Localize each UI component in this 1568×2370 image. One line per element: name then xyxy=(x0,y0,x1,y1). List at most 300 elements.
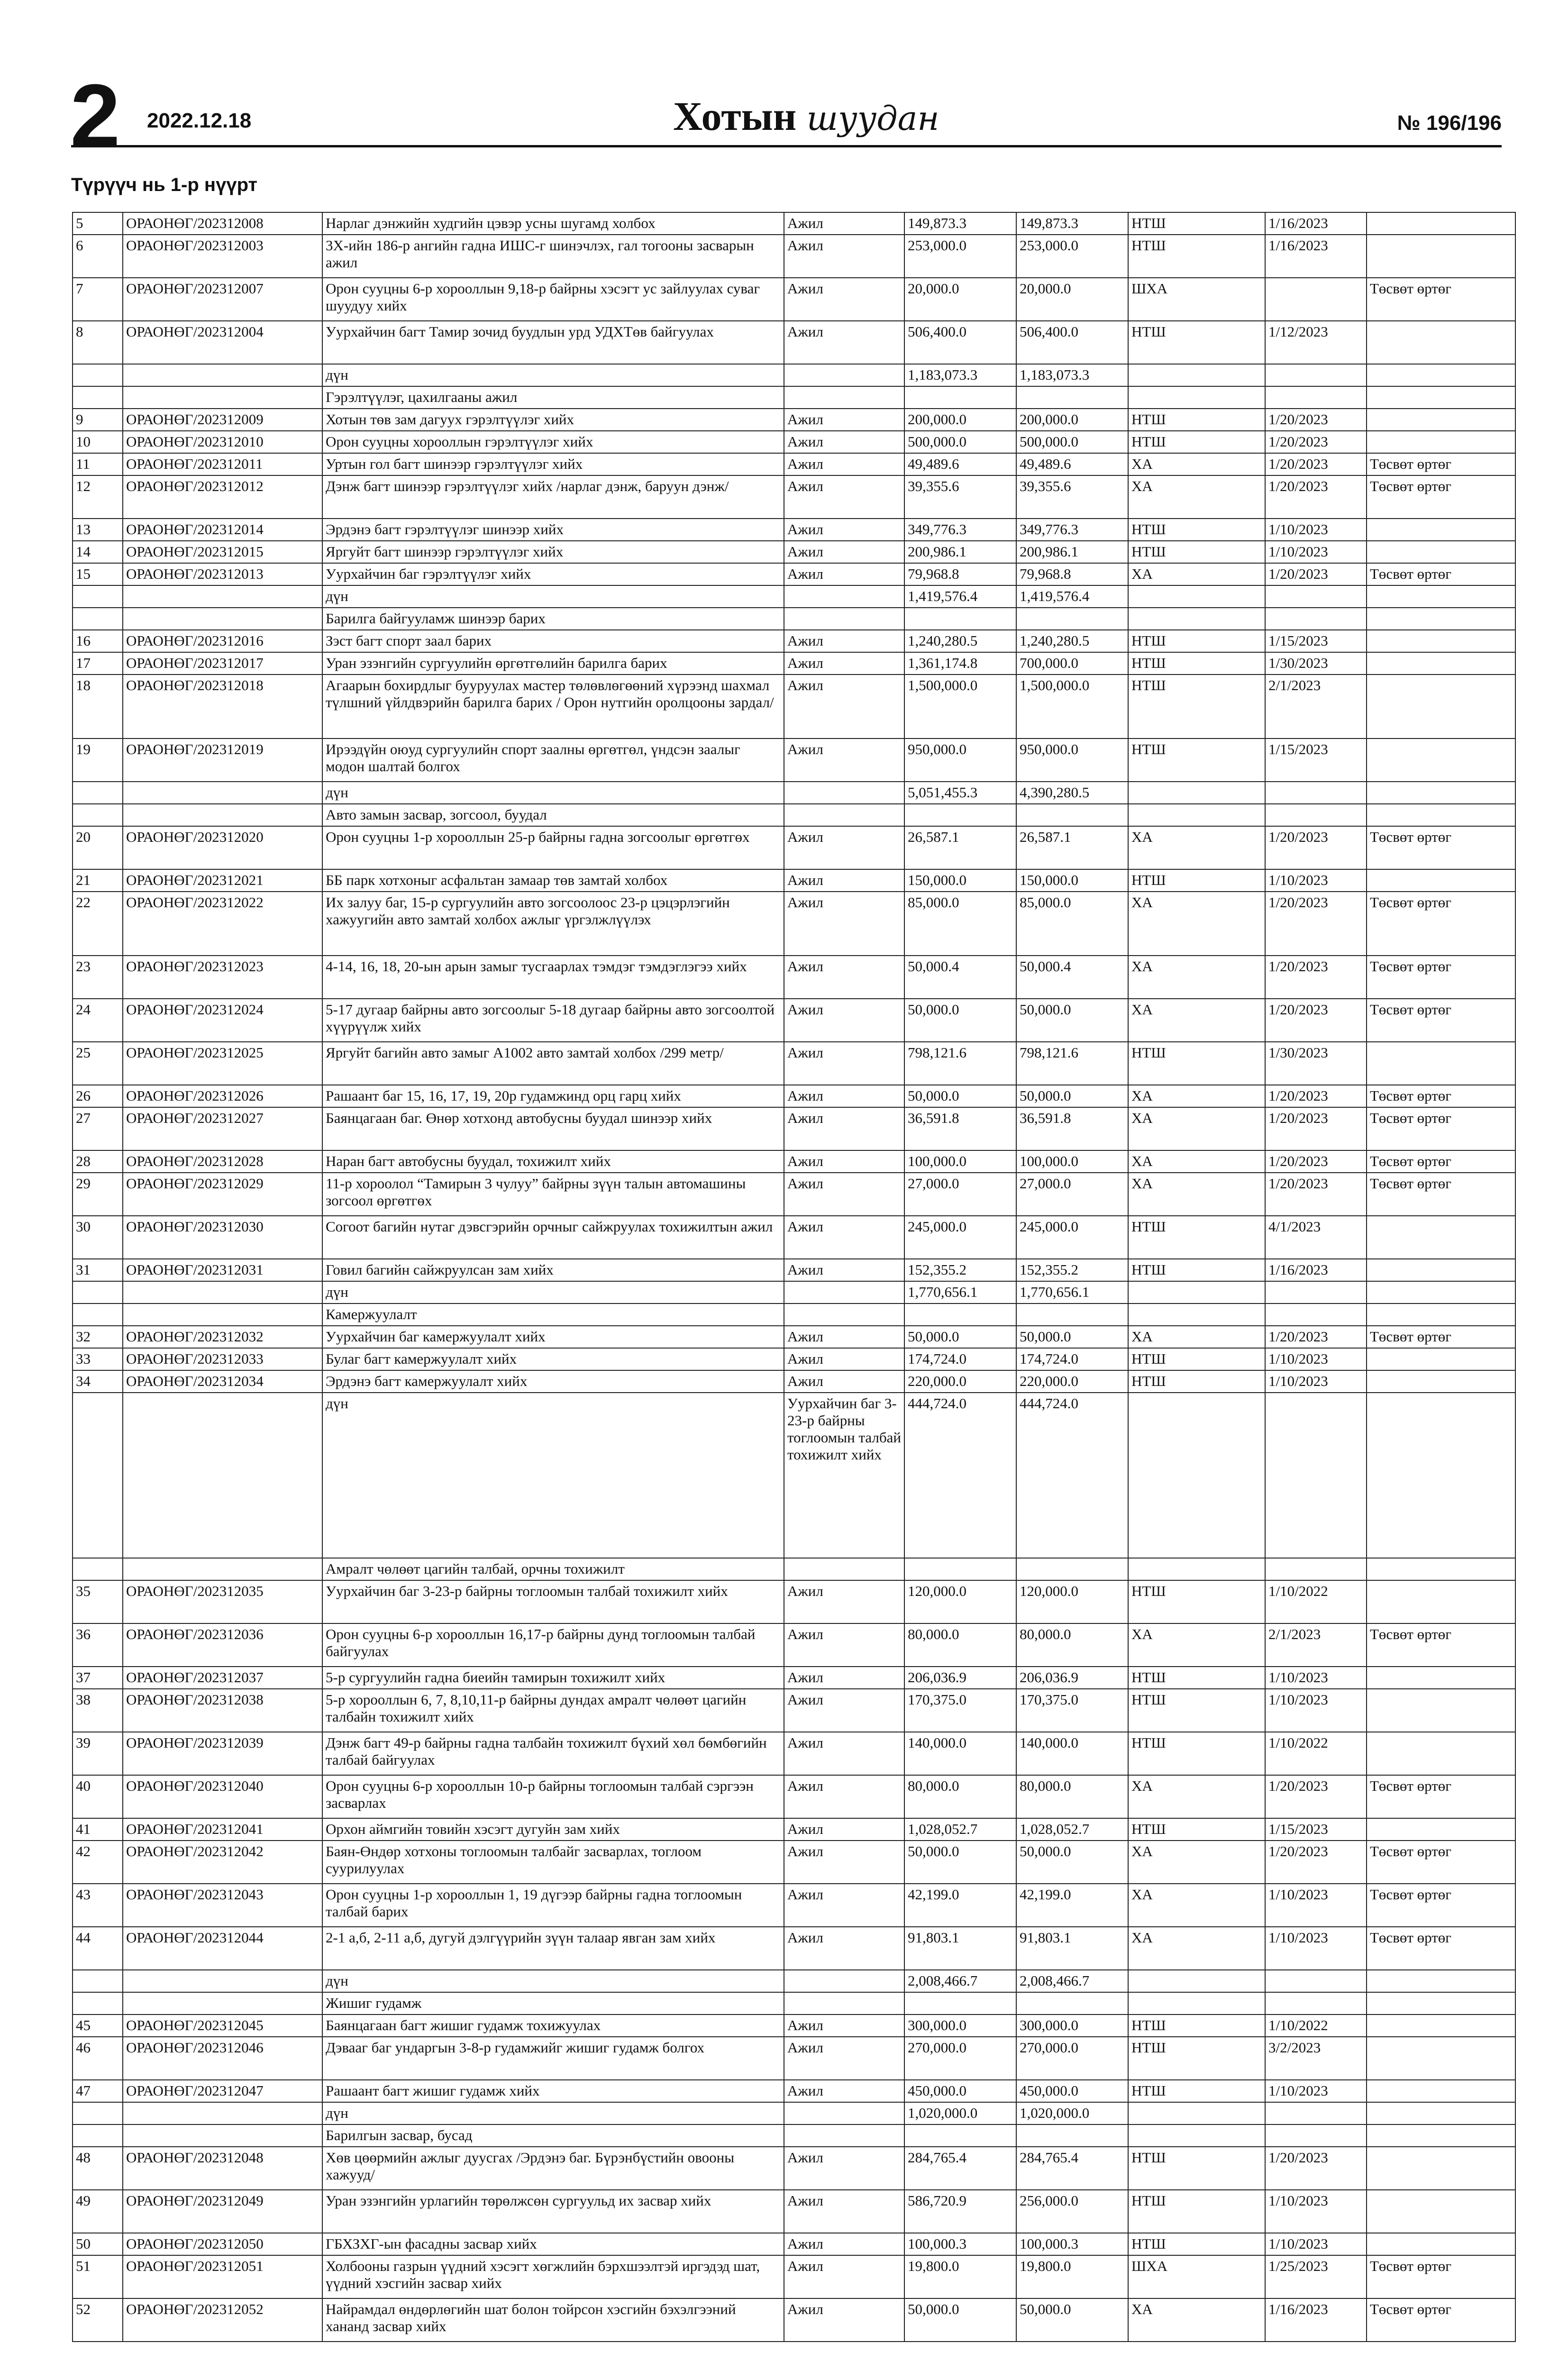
project-name-cell: дүн xyxy=(322,782,784,804)
work-type-cell: Ажил xyxy=(784,235,904,278)
table-row xyxy=(73,212,1515,235)
cost-note-cell xyxy=(1367,1992,1515,2014)
project-name-cell: Баянцагаан багт жишиг гудамж тохижуулах xyxy=(322,2014,784,2037)
row-number-cell: 45 xyxy=(73,2014,123,2037)
cost-note-cell xyxy=(1367,321,1515,364)
total-cost-cell: 500,000.0 xyxy=(904,431,1016,453)
procurement-method-cell: ХА xyxy=(1128,1623,1265,1667)
total-cost-cell: 91,803.1 xyxy=(904,1927,1016,1970)
project-name-cell: Уурхайчин баг камержуулалт хийх xyxy=(322,1326,784,1348)
cost-note-cell xyxy=(1367,782,1515,804)
table-row xyxy=(73,364,1515,386)
total-cost-cell xyxy=(904,804,1016,826)
table-row xyxy=(73,804,1515,826)
project-name-cell: 3Х-ийн 186-р ангийн гадна ИШС-г шинэчлэх, гал тогооны засварын ажил xyxy=(322,235,784,278)
project-name-cell: Авто замын засвар, зогсоол, буудал xyxy=(322,804,784,826)
procurement-method-cell xyxy=(1128,1281,1265,1304)
total-cost-cell: 50,000.0 xyxy=(904,1326,1016,1348)
table-row xyxy=(73,1173,1515,1216)
project-code-cell: ОРАОНӨГ/202312052 xyxy=(123,2298,322,2342)
cost-note-cell xyxy=(1367,364,1515,386)
allocated-amount-cell xyxy=(1016,804,1128,826)
cost-note-cell xyxy=(1367,1259,1515,1281)
project-code-cell: ОРАОНӨГ/202312049 xyxy=(123,2190,322,2233)
row-number-cell: 22 xyxy=(73,892,123,956)
work-type-cell: Ажил xyxy=(784,1667,904,1689)
allocated-amount-cell: 100,000.3 xyxy=(1016,2233,1128,2255)
procurement-method-cell: НТШ xyxy=(1128,869,1265,892)
announce-date-cell xyxy=(1265,278,1367,321)
project-code-cell: ОРАОНӨГ/202312013 xyxy=(123,563,322,585)
table-row xyxy=(73,869,1515,892)
table-row xyxy=(73,1107,1515,1150)
project-code-cell: ОРАОНӨГ/202312051 xyxy=(123,2255,322,2298)
project-code-cell: ОРАОНӨГ/202312014 xyxy=(123,519,322,541)
project-code-cell: ОРАОНӨГ/202312033 xyxy=(123,1348,322,1370)
work-type-cell: Ажил xyxy=(784,956,904,999)
table-row xyxy=(73,1689,1515,1732)
allocated-amount-cell: 170,375.0 xyxy=(1016,1689,1128,1732)
procurement-method-cell: ХА xyxy=(1128,475,1265,519)
cost-note-cell: Төсвөт өртөг xyxy=(1367,826,1515,869)
total-cost-cell: 79,968.8 xyxy=(904,563,1016,585)
row-number-cell: 18 xyxy=(73,675,123,738)
project-name-cell: Яргуйт багийн авто замыг А1002 авто замтай холбох /299 метр/ xyxy=(322,1042,784,1085)
table-row xyxy=(73,1818,1515,1841)
row-number-cell xyxy=(73,1281,123,1304)
table-row xyxy=(73,1393,1515,1558)
table-row xyxy=(73,1927,1515,1970)
project-name-cell: Орон сууцны 1-р хорооллын 1, 19 дүгээр байрны гадна тоглоомын талбай барих xyxy=(322,1884,784,1927)
work-type-cell xyxy=(784,2102,904,2124)
cost-note-cell xyxy=(1367,1304,1515,1326)
total-cost-cell: 1,419,576.4 xyxy=(904,585,1016,608)
total-cost-cell: 50,000.0 xyxy=(904,1841,1016,1884)
table-row xyxy=(73,999,1515,1042)
procurement-method-cell: ХА xyxy=(1128,956,1265,999)
work-type-cell xyxy=(784,386,904,409)
work-type-cell: Ажил xyxy=(784,675,904,738)
project-name-cell: Гэрэлтүүлэг, цахилгааны ажил xyxy=(322,386,784,409)
total-cost-cell: 39,355.6 xyxy=(904,475,1016,519)
project-name-cell: Орон сууцны 6-р хорооллын 10-р байрны тоглоомын талбай сэргээн засварлах xyxy=(322,1775,784,1818)
procurement-method-cell: ХА xyxy=(1128,1927,1265,1970)
allocated-amount-cell: 253,000.0 xyxy=(1016,235,1128,278)
procurement-method-cell: НТШ xyxy=(1128,630,1265,652)
procurement-method-cell: ШХА xyxy=(1128,2255,1265,2298)
total-cost-cell: 140,000.0 xyxy=(904,1732,1016,1775)
announce-date-cell xyxy=(1265,804,1367,826)
row-number-cell: 19 xyxy=(73,738,123,782)
cost-note-cell xyxy=(1367,652,1515,675)
cost-note-cell xyxy=(1367,1042,1515,1085)
procurement-method-cell xyxy=(1128,1992,1265,2014)
allocated-amount-cell: 174,724.0 xyxy=(1016,1348,1128,1370)
announce-date-cell: 1/25/2023 xyxy=(1265,2255,1367,2298)
row-number-cell: 35 xyxy=(73,1580,123,1623)
allocated-amount-cell: 79,968.8 xyxy=(1016,563,1128,585)
cost-note-cell: Төсвөт өртөг xyxy=(1367,1927,1515,1970)
work-type-cell: Уурхайчин баг 3-23-р байрны тоглоомын талбай тохижилт хийх xyxy=(784,1393,904,1558)
project-name-cell: Орон сууцны хорооллын гэрэлтүүлэг хийх xyxy=(322,431,784,453)
procurement-method-cell: НТШ xyxy=(1128,2037,1265,2080)
table-row xyxy=(73,1326,1515,1348)
allocated-amount-cell: 49,489.6 xyxy=(1016,453,1128,475)
page-number: 2 xyxy=(70,66,120,166)
announce-date-cell xyxy=(1265,2102,1367,2124)
work-type-cell: Ажил xyxy=(784,826,904,869)
work-type-cell xyxy=(784,1558,904,1580)
project-name-cell: Холбооны газрын үүдний хэсэгт хөгжлийн бэрхшээлтэй иргэдэд шат, үүдний хэсгийн засвар хийх xyxy=(322,2255,784,2298)
cost-note-cell xyxy=(1367,1732,1515,1775)
cost-note-cell xyxy=(1367,2190,1515,2233)
announce-date-cell: 1/20/2023 xyxy=(1265,1173,1367,1216)
cost-note-cell xyxy=(1367,431,1515,453)
announce-date-cell xyxy=(1265,364,1367,386)
table-row xyxy=(73,1370,1515,1393)
total-cost-cell: 1,020,000.0 xyxy=(904,2102,1016,2124)
row-number-cell: 47 xyxy=(73,2080,123,2102)
announce-date-cell: 1/10/2023 xyxy=(1265,1927,1367,1970)
allocated-amount-cell: 91,803.1 xyxy=(1016,1927,1128,1970)
allocated-amount-cell: 20,000.0 xyxy=(1016,278,1128,321)
table-row xyxy=(73,541,1515,563)
project-code-cell: ОРАОНӨГ/202312010 xyxy=(123,431,322,453)
allocated-amount-cell: 700,000.0 xyxy=(1016,652,1128,675)
table-row xyxy=(73,738,1515,782)
budget-table xyxy=(72,212,1516,2342)
project-code-cell: ОРАОНӨГ/202312036 xyxy=(123,1623,322,1667)
total-cost-cell xyxy=(904,1304,1016,1326)
work-type-cell: Ажил xyxy=(784,1841,904,1884)
row-number-cell: 43 xyxy=(73,1884,123,1927)
cost-note-cell xyxy=(1367,1216,1515,1259)
announce-date-cell: 1/10/2022 xyxy=(1265,2014,1367,2037)
row-number-cell: 51 xyxy=(73,2255,123,2298)
total-cost-cell: 100,000.3 xyxy=(904,2233,1016,2255)
allocated-amount-cell: 50,000.0 xyxy=(1016,1085,1128,1107)
announce-date-cell: 1/20/2023 xyxy=(1265,563,1367,585)
total-cost-cell xyxy=(904,2124,1016,2147)
project-name-cell: Баян-Өндөр хотхоны тоглоомын талбайг засварлах, тоглоом суурилуулах xyxy=(322,1841,784,1884)
total-cost-cell: 270,000.0 xyxy=(904,2037,1016,2080)
announce-date-cell: 1/10/2023 xyxy=(1265,1370,1367,1393)
project-code-cell: ОРАОНӨГ/202312034 xyxy=(123,1370,322,1393)
row-number-cell: 24 xyxy=(73,999,123,1042)
row-number-cell: 11 xyxy=(73,453,123,475)
table-row xyxy=(73,1970,1515,1992)
allocated-amount-cell: 506,400.0 xyxy=(1016,321,1128,364)
announce-date-cell: 1/15/2023 xyxy=(1265,1818,1367,1841)
allocated-amount-cell: 50,000.0 xyxy=(1016,999,1128,1042)
announce-date-cell xyxy=(1265,2124,1367,2147)
procurement-method-cell xyxy=(1128,585,1265,608)
row-number-cell: 46 xyxy=(73,2037,123,2080)
work-type-cell: Ажил xyxy=(784,999,904,1042)
procurement-method-cell: НТШ xyxy=(1128,738,1265,782)
project-code-cell xyxy=(123,1393,322,1558)
table-row xyxy=(73,2080,1515,2102)
project-name-cell: Согоот багийн нутаг дэвсгэрийн орчныг сайжруулах тохижилтын ажил xyxy=(322,1216,784,1259)
row-number-cell xyxy=(73,2102,123,2124)
project-code-cell: ОРАОНӨГ/202312023 xyxy=(123,956,322,999)
procurement-method-cell: НТШ xyxy=(1128,321,1265,364)
table-row xyxy=(73,321,1515,364)
row-number-cell: 5 xyxy=(73,212,123,235)
cost-note-cell xyxy=(1367,2037,1515,2080)
project-name-cell: Амралт чөлөөт цагийн талбай, орчны тохижилт xyxy=(322,1558,784,1580)
allocated-amount-cell: 1,028,052.7 xyxy=(1016,1818,1128,1841)
row-number-cell xyxy=(73,386,123,409)
project-name-cell: Хөв цөөрмийн ажлыг дуусгах /Эрдэнэ баг. Бүрэнбүстийн овооны хажууд/ xyxy=(322,2147,784,2190)
row-number-cell: 8 xyxy=(73,321,123,364)
procurement-method-cell: ХА xyxy=(1128,453,1265,475)
procurement-method-cell: НТШ xyxy=(1128,1259,1265,1281)
row-number-cell: 49 xyxy=(73,2190,123,2233)
work-type-cell: Ажил xyxy=(784,2080,904,2102)
total-cost-cell: 1,361,174.8 xyxy=(904,652,1016,675)
table-row xyxy=(73,475,1515,519)
total-cost-cell: 42,199.0 xyxy=(904,1884,1016,1927)
total-cost-cell: 27,000.0 xyxy=(904,1173,1016,1216)
announce-date-cell: 1/20/2023 xyxy=(1265,1841,1367,1884)
procurement-method-cell: НТШ xyxy=(1128,1348,1265,1370)
table-row xyxy=(73,235,1515,278)
table-row xyxy=(73,1085,1515,1107)
announce-date-cell xyxy=(1265,1992,1367,2014)
budget-table-body xyxy=(73,212,1515,2342)
cost-note-cell xyxy=(1367,2233,1515,2255)
procurement-method-cell: ХА xyxy=(1128,892,1265,956)
allocated-amount-cell: 245,000.0 xyxy=(1016,1216,1128,1259)
total-cost-cell: 586,720.9 xyxy=(904,2190,1016,2233)
project-name-cell: Эрдэнэ багт гэрэлтүүлэг шинээр хийх xyxy=(322,519,784,541)
project-code-cell: ОРАОНӨГ/202312038 xyxy=(123,1689,322,1732)
announce-date-cell: 1/20/2023 xyxy=(1265,1107,1367,1150)
table-row xyxy=(73,453,1515,475)
project-name-cell: ГБХЗХГ-ын фасадны засвар хийх xyxy=(322,2233,784,2255)
project-name-cell: Жишиг гудамж xyxy=(322,1992,784,2014)
project-name-cell: Баянцагаан баг. Өнөр хотхонд автобусны буудал шинээр хийх xyxy=(322,1107,784,1150)
table-row xyxy=(73,1558,1515,1580)
continued-from-note: Түрүүч нь 1-р нүүрт xyxy=(71,174,258,195)
procurement-method-cell: ХА xyxy=(1128,1841,1265,1884)
project-name-cell: Орхон аймгийн товийн хэсэгт дугуйн зам хийх xyxy=(322,1818,784,1841)
table-row xyxy=(73,1216,1515,1259)
row-number-cell: 14 xyxy=(73,541,123,563)
procurement-method-cell xyxy=(1128,1558,1265,1580)
project-code-cell: ОРАОНӨГ/202312031 xyxy=(123,1259,322,1281)
project-name-cell: Эрдэнэ багт камержуулалт хийх xyxy=(322,1370,784,1393)
project-code-cell: ОРАОНӨГ/202312041 xyxy=(123,1818,322,1841)
announce-date-cell: 1/20/2023 xyxy=(1265,956,1367,999)
project-code-cell xyxy=(123,1558,322,1580)
total-cost-cell: 149,873.3 xyxy=(904,212,1016,235)
project-name-cell: Рашаант багт жишиг гудамж хийх xyxy=(322,2080,784,2102)
project-name-cell: Уран эзэнгийн урлагийн төрөлжсөн сургуульд их засвар хийх xyxy=(322,2190,784,2233)
table-row xyxy=(73,608,1515,630)
procurement-method-cell xyxy=(1128,1304,1265,1326)
work-type-cell xyxy=(784,364,904,386)
work-type-cell: Ажил xyxy=(784,453,904,475)
project-code-cell: ОРАОНӨГ/202312027 xyxy=(123,1107,322,1150)
table-row xyxy=(73,2102,1515,2124)
row-number-cell: 21 xyxy=(73,869,123,892)
table-row xyxy=(73,2255,1515,2298)
procurement-method-cell: НТШ xyxy=(1128,1689,1265,1732)
work-type-cell: Ажил xyxy=(784,2014,904,2037)
work-type-cell xyxy=(784,2124,904,2147)
procurement-method-cell: НТШ xyxy=(1128,1818,1265,1841)
announce-date-cell xyxy=(1265,1281,1367,1304)
row-number-cell xyxy=(73,1304,123,1326)
allocated-amount-cell: 50,000.0 xyxy=(1016,1841,1128,1884)
total-cost-cell: 444,724.0 xyxy=(904,1393,1016,1558)
allocated-amount-cell: 450,000.0 xyxy=(1016,2080,1128,2102)
procurement-method-cell: ХА xyxy=(1128,826,1265,869)
total-cost-cell: 300,000.0 xyxy=(904,2014,1016,2037)
announce-date-cell: 1/10/2023 xyxy=(1265,1884,1367,1927)
announce-date-cell xyxy=(1265,585,1367,608)
cost-note-cell xyxy=(1367,541,1515,563)
cost-note-cell: Төсвөт өртөг xyxy=(1367,1884,1515,1927)
work-type-cell: Ажил xyxy=(784,2147,904,2190)
row-number-cell: 9 xyxy=(73,409,123,431)
table-row xyxy=(73,519,1515,541)
project-code-cell: ОРАОНӨГ/202312019 xyxy=(123,738,322,782)
allocated-amount-cell: 444,724.0 xyxy=(1016,1393,1128,1558)
procurement-method-cell: НТШ xyxy=(1128,1042,1265,1085)
cost-note-cell: Төсвөт өртөг xyxy=(1367,999,1515,1042)
announce-date-cell: 1/10/2023 xyxy=(1265,2190,1367,2233)
work-type-cell: Ажил xyxy=(784,2255,904,2298)
procurement-method-cell xyxy=(1128,386,1265,409)
project-code-cell: ОРАОНӨГ/202312040 xyxy=(123,1775,322,1818)
logo-script-text: шуудан xyxy=(806,99,939,138)
project-code-cell: ОРАОНӨГ/202312020 xyxy=(123,826,322,869)
procurement-method-cell: ХА xyxy=(1128,1085,1265,1107)
row-number-cell: 28 xyxy=(73,1150,123,1173)
announce-date-cell: 1/20/2023 xyxy=(1265,1326,1367,1348)
project-name-cell: Камержуулалт xyxy=(322,1304,784,1326)
row-number-cell: 38 xyxy=(73,1689,123,1732)
table-row xyxy=(73,585,1515,608)
total-cost-cell: 49,489.6 xyxy=(904,453,1016,475)
row-number-cell: 16 xyxy=(73,630,123,652)
procurement-method-cell: НТШ xyxy=(1128,1580,1265,1623)
procurement-method-cell: НТШ xyxy=(1128,431,1265,453)
total-cost-cell: 798,121.6 xyxy=(904,1042,1016,1085)
project-name-cell: Орон сууцны 6-р хорооллын 9,18-р байрны хэсэгт ус зайлуулах суваг шуудуу хийх xyxy=(322,278,784,321)
announce-date-cell: 1/10/2023 xyxy=(1265,2233,1367,2255)
procurement-method-cell: ХА xyxy=(1128,2298,1265,2342)
table-row xyxy=(73,826,1515,869)
project-name-cell: дүн xyxy=(322,2102,784,2124)
work-type-cell xyxy=(784,782,904,804)
announce-date-cell: 1/10/2023 xyxy=(1265,1689,1367,1732)
allocated-amount-cell: 50,000.0 xyxy=(1016,2298,1128,2342)
total-cost-cell: 1,183,073.3 xyxy=(904,364,1016,386)
cost-note-cell: Төсвөт өртөг xyxy=(1367,892,1515,956)
row-number-cell: 37 xyxy=(73,1667,123,1689)
announce-date-cell: 1/10/2022 xyxy=(1265,1732,1367,1775)
work-type-cell: Ажил xyxy=(784,2298,904,2342)
table-row xyxy=(73,675,1515,738)
cost-note-cell: Төсвөт өртөг xyxy=(1367,475,1515,519)
row-number-cell xyxy=(73,1558,123,1580)
announce-date-cell: 1/10/2023 xyxy=(1265,541,1367,563)
total-cost-cell: 50,000.4 xyxy=(904,956,1016,999)
procurement-method-cell: НТШ xyxy=(1128,1732,1265,1775)
allocated-amount-cell xyxy=(1016,1558,1128,1580)
work-type-cell: Ажил xyxy=(784,1150,904,1173)
work-type-cell xyxy=(784,1992,904,2014)
row-number-cell: 7 xyxy=(73,278,123,321)
announce-date-cell xyxy=(1265,1393,1367,1558)
procurement-method-cell: НТШ xyxy=(1128,1216,1265,1259)
allocated-amount-cell: 284,765.4 xyxy=(1016,2147,1128,2190)
row-number-cell: 32 xyxy=(73,1326,123,1348)
table-row xyxy=(73,652,1515,675)
cost-note-cell: Төсвөт өртөг xyxy=(1367,1623,1515,1667)
cost-note-cell: Төсвөт өртөг xyxy=(1367,1150,1515,1173)
procurement-method-cell: НТШ xyxy=(1128,1667,1265,1689)
work-type-cell: Ажил xyxy=(784,1107,904,1150)
project-code-cell: ОРАОНӨГ/202312043 xyxy=(123,1884,322,1927)
work-type-cell: Ажил xyxy=(784,738,904,782)
project-name-cell: Найрамдал өндөрлөгийн шат болон тойрсон хэсгийн бэхэлгээний хананд засвар хийх xyxy=(322,2298,784,2342)
cost-note-cell xyxy=(1367,2147,1515,2190)
cost-note-cell: Төсвөт өртөг xyxy=(1367,278,1515,321)
total-cost-cell: 50,000.0 xyxy=(904,999,1016,1042)
total-cost-cell: 80,000.0 xyxy=(904,1623,1016,1667)
project-code-cell xyxy=(123,364,322,386)
procurement-method-cell: ХА xyxy=(1128,999,1265,1042)
row-number-cell: 20 xyxy=(73,826,123,869)
allocated-amount-cell: 19,800.0 xyxy=(1016,2255,1128,2298)
project-name-cell: Дэвааг баг ундаргын 3-8-р гудамжийг жишиг гудамж болгох xyxy=(322,2037,784,2080)
project-code-cell: ОРАОНӨГ/202312008 xyxy=(123,212,322,235)
cost-note-cell: Төсвөт өртөг xyxy=(1367,1841,1515,1884)
table-row xyxy=(73,1259,1515,1281)
announce-date-cell: 1/10/2023 xyxy=(1265,2080,1367,2102)
announce-date-cell: 1/16/2023 xyxy=(1265,2298,1367,2342)
table-row xyxy=(73,278,1515,321)
announce-date-cell: 1/20/2023 xyxy=(1265,475,1367,519)
project-code-cell: ОРАОНӨГ/202312015 xyxy=(123,541,322,563)
project-name-cell: 11-р хороолол “Тамирын 3 чулуу” байрны зүүн талын автомашины зогсоол өргөтгөх xyxy=(322,1173,784,1216)
project-code-cell: ОРАОНӨГ/202312045 xyxy=(123,2014,322,2037)
announce-date-cell: 1/20/2023 xyxy=(1265,1150,1367,1173)
project-name-cell: Нарлаг дэнжийн худгийн цэвэр усны шугамд холбох xyxy=(322,212,784,235)
announce-date-cell: 1/16/2023 xyxy=(1265,212,1367,235)
row-number-cell: 30 xyxy=(73,1216,123,1259)
cost-note-cell xyxy=(1367,869,1515,892)
total-cost-cell: 5,051,455.3 xyxy=(904,782,1016,804)
work-type-cell xyxy=(784,608,904,630)
project-code-cell: ОРАОНӨГ/202312026 xyxy=(123,1085,322,1107)
allocated-amount-cell: 500,000.0 xyxy=(1016,431,1128,453)
cost-note-cell xyxy=(1367,519,1515,541)
project-name-cell: Ирээдүйн оюуд сургуулийн спорт заалны өргөтгөл, үндсэн заалыг модон шалтай болгох xyxy=(322,738,784,782)
announce-date-cell xyxy=(1265,608,1367,630)
project-name-cell: Дэнж багт 49-р байрны гадна талбайн тохижилт бүхий хөл бөмбөгийн талбай байгуулах xyxy=(322,1732,784,1775)
table-row xyxy=(73,892,1515,956)
total-cost-cell: 206,036.9 xyxy=(904,1667,1016,1689)
table-row xyxy=(73,1281,1515,1304)
cost-note-cell xyxy=(1367,212,1515,235)
project-name-cell: Агаарын бохирдлыг бууруулах мастер төлөвлөгөөний хүрээнд шахмал түлшний үйлдвэрийн барилга барих / Орон нутгийн оролцооны зардал/ xyxy=(322,675,784,738)
